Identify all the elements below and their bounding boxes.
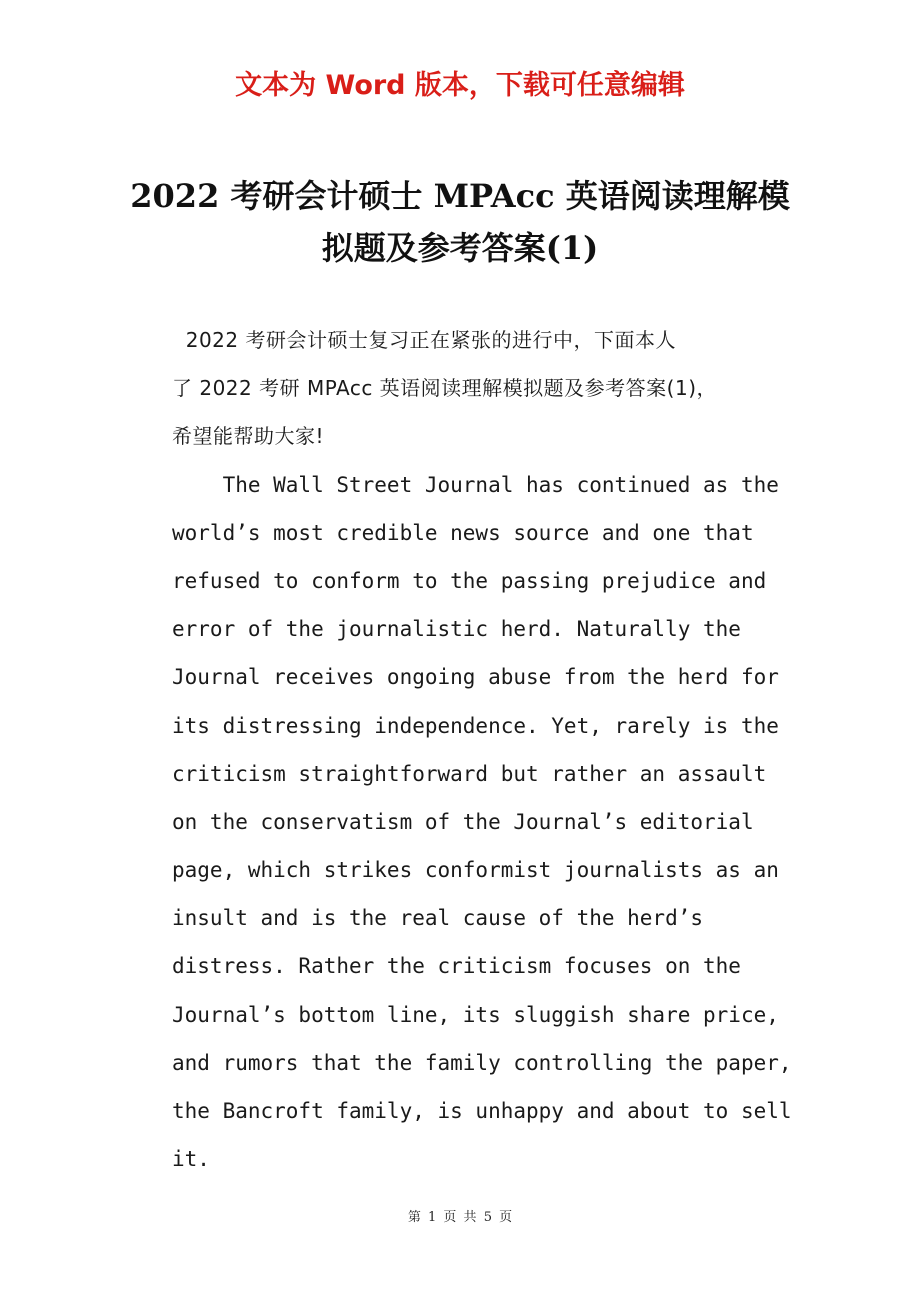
- passage-line: refused to conform to the passing prejudice and: [172, 568, 767, 593]
- passage-line: page, which strikes conformist journalists as an: [172, 858, 779, 883]
- passage-line: its distressing independence. Yet, rarely is the: [172, 713, 779, 738]
- passage-line: distress. Rather the criticism focuses on the: [172, 954, 741, 979]
- passage-line: it.: [172, 1147, 210, 1172]
- passage-line: the Bancroft family, is unhappy and about to sell: [172, 1099, 792, 1123]
- document-body: [172, 316, 792, 1183]
- intro-line: 了 2022 考研 MPAcc 英语阅读理解模拟题及参考答案(1)，: [172, 376, 718, 401]
- title-line: 拟题及参考答案(1): [321, 229, 599, 267]
- passage-line: on the conservatism of the Journal’s editorial: [172, 809, 754, 834]
- intro-line: 希望能帮助大家!: [172, 424, 325, 449]
- intro-line: 2022 考研会计硕士复习正在紧张的进行中，下面本人: [172, 328, 676, 352]
- page-number-footer: 第 1 页 共 5 页: [407, 1210, 513, 1225]
- passage-line: Journal receives ongoing abuse from the herd for: [172, 665, 779, 690]
- passage-line: The Wall Street Journal has continued as the: [172, 472, 779, 497]
- passage-line: Journal’s bottom line, its sluggish share price,: [172, 1002, 779, 1027]
- passage-line: criticism straightforward but rather an assault: [172, 761, 767, 786]
- title-line: 2022 考研会计硕士 MPAcc 英语阅读理解模: [130, 177, 790, 215]
- passage-line: and rumors that the family controlling the paper,: [172, 1050, 792, 1075]
- passage-line: error of the journalistic herd. Naturally the: [172, 617, 741, 642]
- passage-line: world’s most credible news source and one that: [172, 520, 754, 545]
- passage-line: insult and is the real cause of the herd’s: [172, 906, 704, 931]
- document-title: [110, 170, 810, 274]
- word-version-banner: 文本为 Word 版本，下载可任意编辑: [235, 70, 685, 101]
